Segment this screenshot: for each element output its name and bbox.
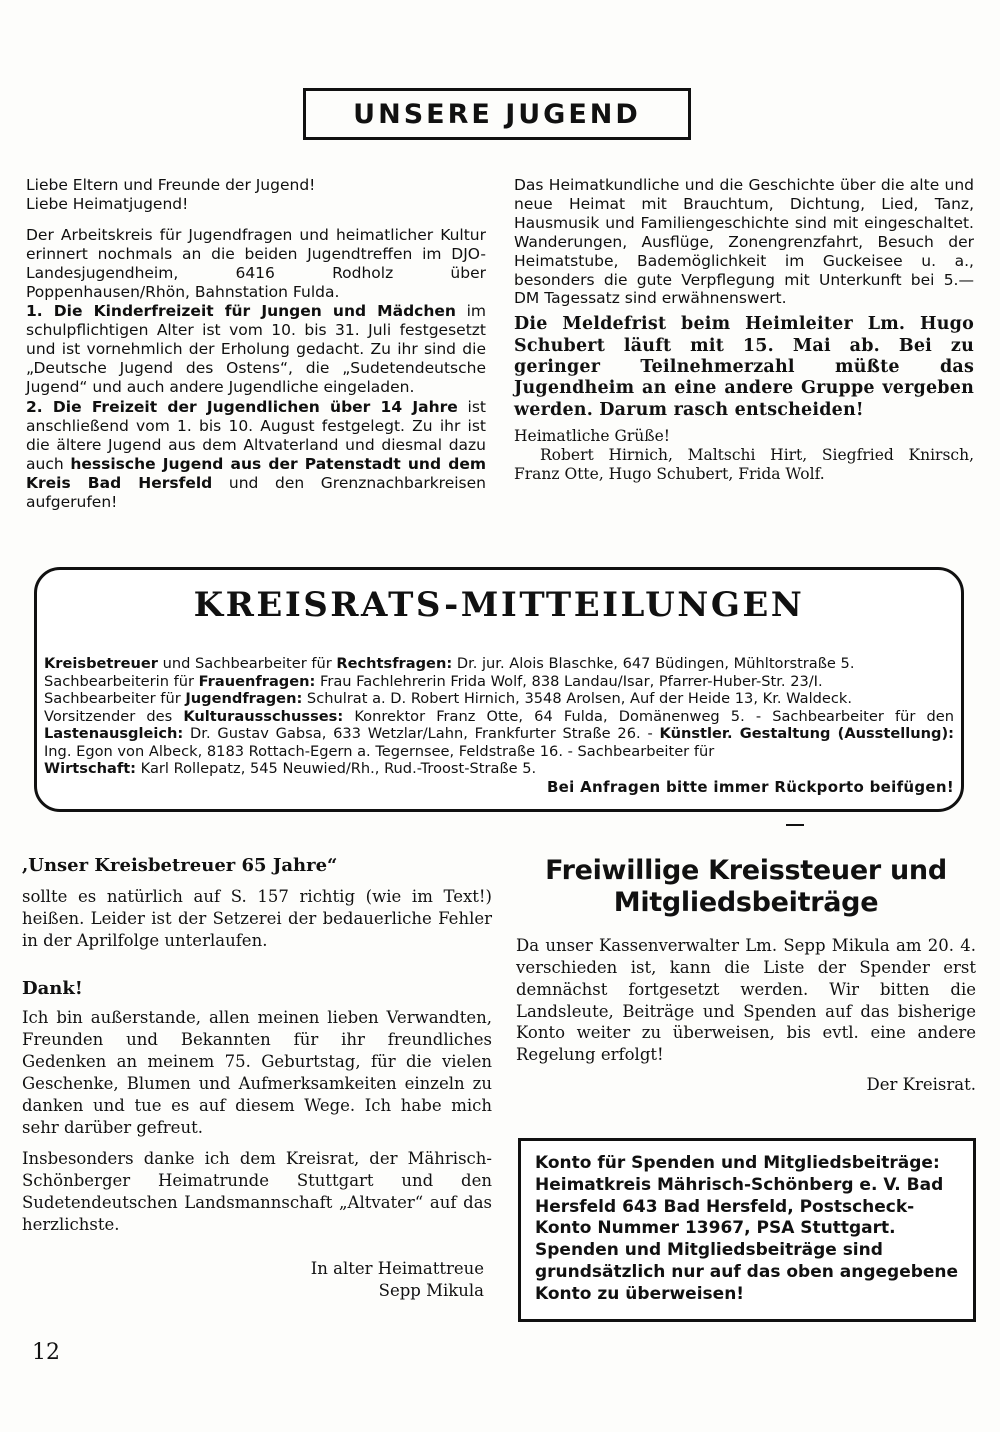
kreisrat-entry-0-role2: Rechtsfragen: <box>336 655 453 672</box>
salutation-line-2: Liebe Heimatjugend! <box>26 194 189 213</box>
kreisrat-entry-4-detail: Dr. Gustav Gabsa, 633 Wetzlar/Lahn, Frankfurter Straße 26. - <box>183 725 660 742</box>
kreisrat-entry-5-detail: Ing. Egon von Albeck, 8183 Rottach-Egern a. Tegernsee, Feldstraße 16. - Sachbearbeiter für <box>44 742 715 760</box>
kreisrat-entry-0-role: Kreisbetreuer <box>44 655 158 672</box>
kreissteuer-title-line-1: Freiwillige Kreissteuer und <box>545 855 947 886</box>
kreissteuer-title <box>516 855 976 919</box>
kreisrat-entry-1-detail: Frau Fachlehrerin Frida Wolf, 838 Landau/Isar, Pfarrer-Huber-Str. 23/I. <box>315 672 823 690</box>
kreisrat-entry-3-detail: Konrektor Franz Otte, 64 Fulda, Domänenweg 5. - Sachbearbeiter für den <box>343 707 954 725</box>
salutation-line-1: Liebe Eltern und Freunde der Jugend! <box>26 176 316 194</box>
dank-paragraph-2: Insbesonders danke ich dem Kreisrat, der Mährisch-Schönberger Heimatrunde Stuttgart und den Sudetendeutschen Landsmannschaft „Altvater“ auf das herzlichste. <box>22 1149 492 1235</box>
kreisrat-entry-1-role2: Frauenfragen: <box>198 672 316 690</box>
banner-title: UNSERE JUGEND <box>353 98 641 130</box>
kreisrat-entry-1-role: Sachbearbeiterin für <box>44 672 199 690</box>
kreisrat-entry-5-role: Künstler. Gestaltung (Ausstellung): <box>659 725 954 742</box>
kreisrat-entry-0-rest: und Sachbearbeiter für <box>158 655 337 672</box>
konto-info-box <box>518 1138 976 1322</box>
kreisbetreuer-correction-heading: ,Unser Kreisbetreuer 65 Jahre“ <box>22 855 338 876</box>
youth-item-2-label: 2. Die Freizeit der Jugendlichen über 14 Jahre <box>26 397 458 416</box>
kreisrat-entry-2-role: Sachbearbeiter für <box>44 690 186 707</box>
decorative-tick <box>786 824 804 826</box>
dank-heading: Dank! <box>22 977 83 999</box>
section-banner-unsere-jugend <box>303 88 691 140</box>
kreissteuer-signoff: Der Kreisrat. <box>866 1075 976 1095</box>
youth-item-2 <box>26 398 486 511</box>
youth-left-column <box>26 176 486 512</box>
kreissteuer-title-line-2: Mitgliedsbeiträge <box>613 886 879 918</box>
dank-signature-line-1: In alter Heimattreue <box>310 1259 484 1279</box>
konto-info-text: Konto für Spenden und Mitgliedsbeiträge: Heimatkreis Mährisch-Schönberg e. V. Bad Hersfeld 643 Bad Hersfeld, Postscheck-Konto Nummer 13967, PSA Stuttgart. Spenden und Mitgliedsbeiträge sind grundsätzlich nur auf das oben angegebene Konto zu überweisen! <box>535 1153 959 1304</box>
dank-signature-line-2: Sepp Mikula <box>378 1281 484 1301</box>
kreisrat-entry-2-detail: Schulrat a. D. Robert Hirnich, 3548 Arolsen, Auf der Heide 13, Kr. Waldeck. <box>302 690 852 707</box>
kreisbetreuer-correction-text: sollte es natürlich auf S. 157 richtig (wie im Text!) heißen. Leider ist der Setzerei der bedauerliche Fehler in der Aprilfolge unterlaufen. <box>22 887 492 950</box>
lower-right-column <box>516 855 976 1113</box>
youth-item-2-text-a: ist anschließend vom 1. bis 10. August festgelegt. Zu ihr ist die ältere Jugend aus dem Altvaterland und diesmal dazu auch <box>26 397 487 473</box>
youth-item-1 <box>26 302 486 397</box>
kreisrats-entries <box>44 655 954 778</box>
youth-deadline-notice: Die Meldefrist beim Heimleiter Lm. Hugo Schubert läuft mit 15. Mai ab. Bei zu geringer Teilnehmerzahl müßte das Jugendheim an eine andere Gruppe vergeben werden. Darum rasch entscheiden! <box>514 314 974 420</box>
youth-signatures: Robert Hirnich, Maltschi Hirt, Siegfried Knirsch, Franz Otte, Hugo Schubert, Frida Wolf. <box>514 445 974 484</box>
kreisrat-entry-2-role2: Jugendfragen: <box>185 690 303 707</box>
youth-right-column <box>514 176 974 484</box>
youth-item-2-emphasis: hessische Jugend aus der Patenstadt und dem Kreis Bad Hersfeld <box>26 454 486 492</box>
youth-item-1-label: 1. Die Kinderfreizeit für Jungen und Mädchen <box>26 302 456 321</box>
kreisrats-footer-note: Bei Anfragen bitte immer Rückporto beifügen! <box>546 778 954 796</box>
kreisrat-entry-3-role2: Kulturausschusses: <box>183 707 344 725</box>
kreisrats-title: KREISRATS-MITTEILUNGEN <box>193 585 805 625</box>
kreisrat-entry-3-role: Vorsitzender des <box>44 707 184 725</box>
kreisrat-entry-6-detail: Karl Rollepatz, 545 Neuwied/Rh., Rud.-Troost-Straße 5. <box>136 760 537 777</box>
lower-left-column <box>22 855 492 1302</box>
dank-signature <box>22 1258 492 1302</box>
youth-right-paragraph-1: Das Heimatkundliche und die Geschichte über die alte und neue Heimat mit Brauchtum, Dichtung, Lied, Tanz, Hausmusik und Familiengeschichte sind mit eingeschaltet. Wanderungen, Ausflüge, Zonengrenzfahrt, Besuch der Heimatstube, Bademöglichkeit im Guckeisee u. a., besonders die gute Verpflegung mit Unterkunft bei 5.— DM Tagessatz sind erwähnenswert. <box>514 176 974 308</box>
dank-paragraph-1: Ich bin außerstande, allen meinen lieben Verwandten, Freunden und Bekannten für ihr freundliches Gedenken an meinem 75. Geburtstag, für die vielen Geschenke, Blumen und Aufmerksamkeiten einzeln zu danken und tue es auf diesem Wege. Ich habe mich sehr darüber gefreut. <box>22 1007 492 1137</box>
page-number: 12 <box>32 1340 60 1365</box>
kreissteuer-paragraph: Da unser Kassenverwalter Lm. Sepp Mikula am 20. 4. verschieden ist, kann die Liste der Spender erst demnächst fortgesetzt werden. Wir bitten die Landsleute, Beiträge und Spenden auf das bisherige Konto weiter zu überweisen, bis evtl. eine andere Regelung erfolgt! <box>516 935 976 1065</box>
kreisrat-entry-6-role: Wirtschaft: <box>44 760 137 777</box>
youth-item-2-text-b: und den Grenznachbarkreisen aufgerufen! <box>26 473 486 511</box>
youth-greeting: Heimatliche Grüße! <box>514 427 671 446</box>
kreisrat-entry-4-role: Lastenausgleich: <box>44 725 184 742</box>
youth-intro-paragraph: Der Arbeitskreis für Jugendfragen und heimatlicher Kultur erinnert nochmals an die beiden Jugendtreffen im DJO-Landesjugendheim, 6416 Rodholz über Poppenhausen/Rhön, Bahnstation Fulda. <box>26 225 486 301</box>
youth-item-1-text: im schulpflichtigen Alter ist vom 10. bis 31. Juli festgesetzt und ist vornehmlich der Erholung gedacht. Zu ihr sind die „Deutsche Jugend des Ostens“, die „Sudetendeutsche Jugend“ und auch andere Jugendliche eingeladen. <box>26 302 486 397</box>
kreisrat-entry-0-detail: Dr. jur. Alois Blaschke, 647 Büdingen, Mühltorstraße 5. <box>452 655 855 672</box>
